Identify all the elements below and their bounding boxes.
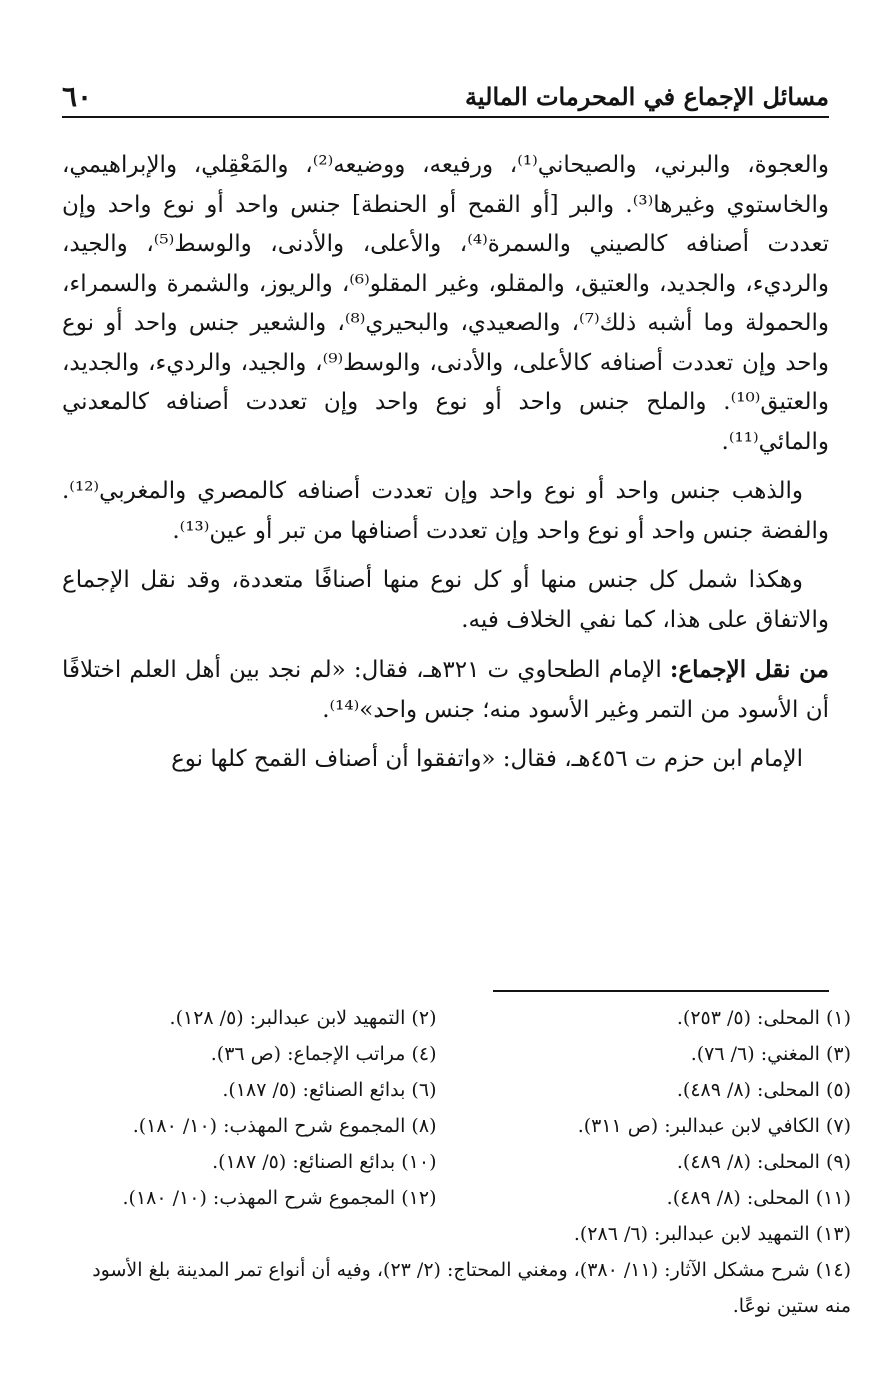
- paragraph-3: وهكذا شمل كل جنس منها أو كل نوع منها أصنافًا متعددة، وقد نقل الإجماع والاتفاق على هذا، كما نفي الخلاف فيه.: [62, 567, 829, 633]
- paragraph-1: والعجوة، والبرني، والصيحاني⁽¹⁾، ورفيعه، ووضيعه⁽²⁾، والمَعْقِلي، والإبراهيمي، والخاستوي وغيرها⁽³⁾. والبر [أو القمح أو الحنطة] جنس واحد أو نوع واحد وإن تعددت أصنافه كالصيني والسمرة⁽⁴⁾، والأعلى، والأدنى، والوسط⁽⁵⁾، والجيد، والرديء، والجديد، والعتيق، والمقلو، وغير المقلو⁽⁶⁾، والريوز، والشمرة والسمراء، والحمولة وما أشبه ذلك⁽⁷⁾، والصعيدي، والبحيري⁽⁸⁾، والشعير جنس واحد أو نوع واحد وإن تعددت أصنافه كالأعلى، والأدنى، والوسط⁽⁹⁾، والجيد، والرديء، والجديد، والعتيق⁽¹⁰⁾. والملح جنس واحد أو نوع واحد وإن تعددت أصنافه كالمعدني والمائي⁽¹¹⁾.: [62, 152, 830, 455]
- footnote-2: (٢) التمهيد لابن عبدالبر: (٥/ ١٢٨).: [169, 1007, 437, 1029]
- body-text: [62, 146, 829, 780]
- footnote-14: (١٤) شرح مشكل الآثار: (١١/ ٣٨٠)، ومغني المحتاج: (٢/ ٢٣)، وفيه أن أنواع تمر المدينة بلغ الأسود منه ستين نوعًا.: [92, 1259, 851, 1317]
- paragraph-transmission: [62, 650, 829, 730]
- footnote-7: (٧) الكافي لابن عبدالبر: (ص ٣١١).: [577, 1115, 851, 1137]
- page-header: [62, 76, 829, 118]
- footnote-10: (١٠) بدائع الصنائع: (٥/ ١٨٧).: [212, 1151, 437, 1173]
- footnote-4: (٤) مراتب الإجماع: (ص ٣٦).: [210, 1043, 437, 1065]
- footnote-grid: [62, 1000, 851, 1252]
- transmission-text: الإمام الطحاوي ت ٣٢١هـ، فقال: «لم نجد بين أهل العلم اختلافًا أن الأسود من التمر وغير الأسود منه؛ جنس واحد»⁽¹⁴⁾.: [62, 657, 829, 723]
- footnotes: [62, 1000, 851, 1324]
- footnote-6: (٦) بدائع الصنائع: (٥/ ١٨٧).: [222, 1079, 437, 1101]
- footnote-empty-cell: [62, 1216, 437, 1252]
- paragraph-last: الإمام ابن حزم ت ٤٥٦هـ، فقال: «واتفقوا أن أصناف القمح كلها نوع: [171, 746, 803, 772]
- footnote-9: (٩) المحلى: (٨/ ٤٨٩).: [676, 1151, 851, 1173]
- transmission-lead: من نقل الإجماع:: [669, 656, 830, 683]
- footnote-1: (١) المحلى: (٥/ ٢٥٣).: [676, 1007, 851, 1029]
- footnote-8: (٨) المجموع شرح المهذب: (١٠/ ١٨٠).: [132, 1115, 437, 1137]
- footnote-12: (١٢) المجموع شرح المهذب: (١٠/ ١٨٠).: [122, 1187, 437, 1209]
- footnote-11: (١١) المحلى: (٨/ ٤٨٩).: [666, 1187, 851, 1209]
- running-title: مسائل الإجماع في المحرمات المالية: [465, 81, 829, 111]
- paragraph-2: والذهب جنس واحد أو نوع واحد وإن تعددت أصنافه كالمصري والمغربي⁽¹²⁾. والفضة جنس واحد أو نوع واحد وإن تعددت أصنافها من تبر أو عين⁽¹³⁾.: [62, 478, 829, 544]
- footnote-3: (٣) المغني: (٦/ ٧٦).: [690, 1043, 851, 1065]
- page-number: ٦٠: [62, 79, 93, 113]
- footnote-divider: [493, 990, 829, 992]
- footnote-13: (١٣) التمهيد لابن عبدالبر: (٦/ ٢٨٦).: [573, 1223, 851, 1245]
- footnote-5: (٥) المحلى: (٨/ ٤٨٩).: [676, 1079, 851, 1101]
